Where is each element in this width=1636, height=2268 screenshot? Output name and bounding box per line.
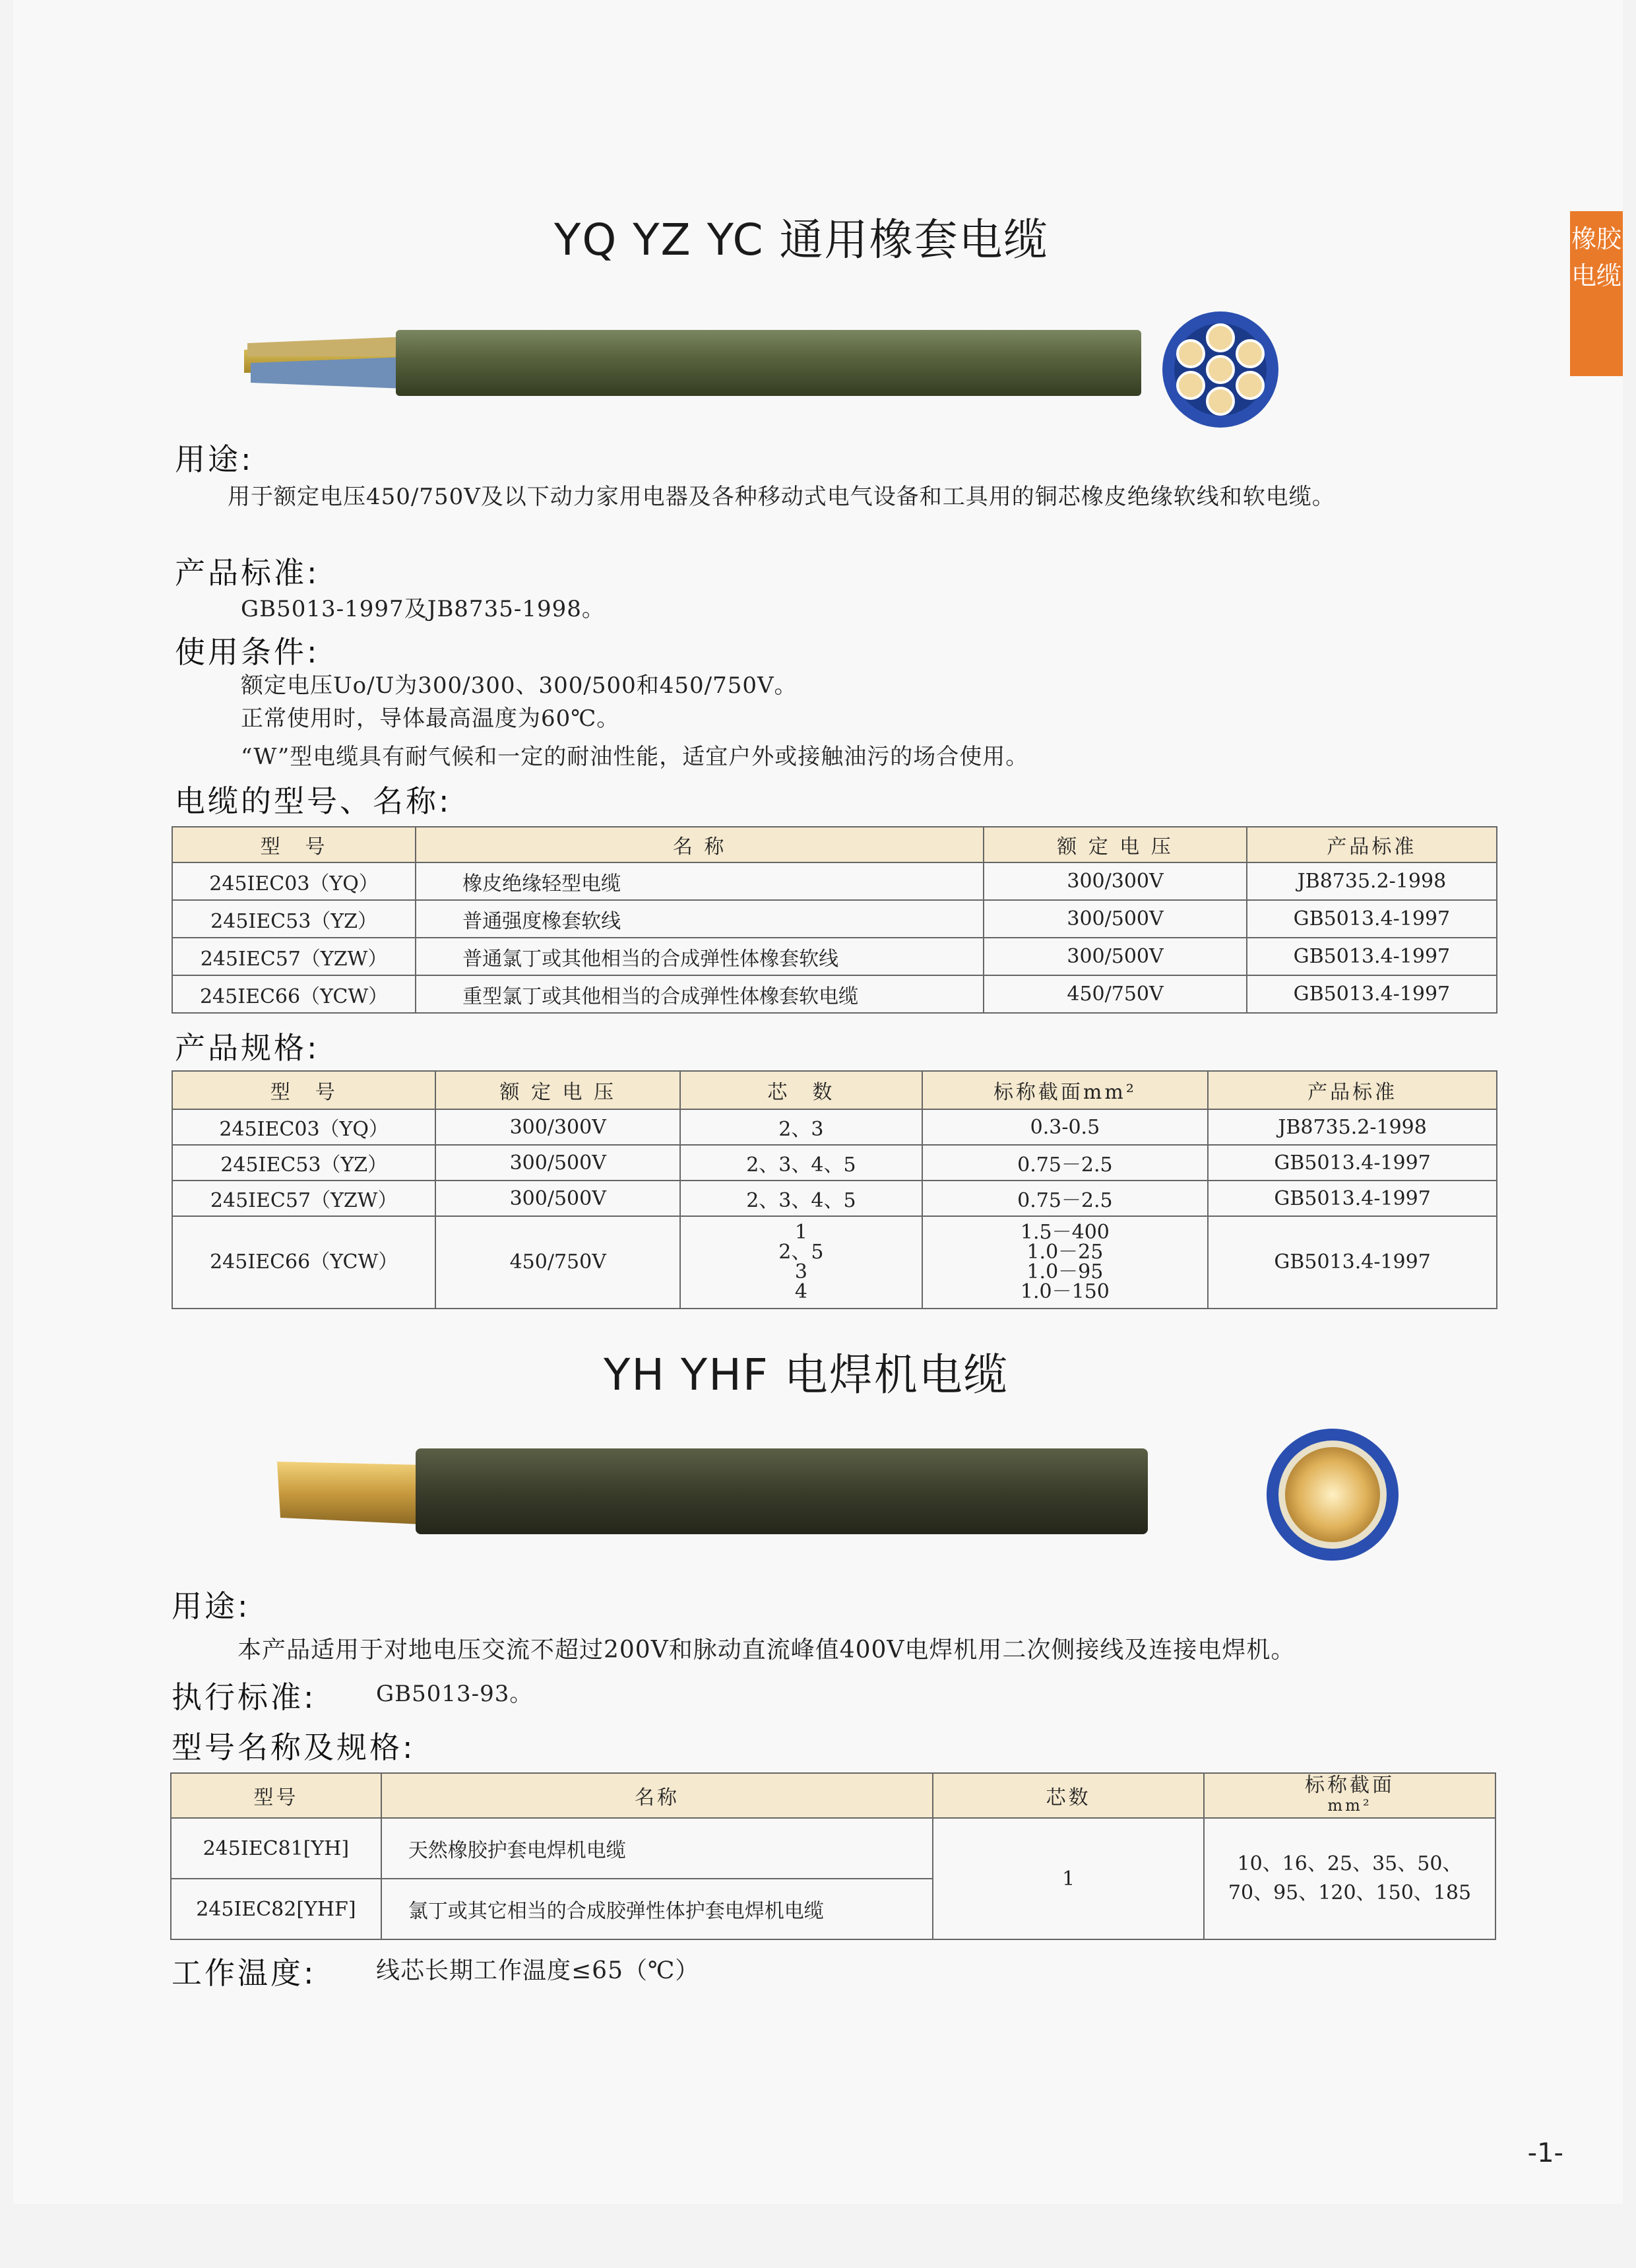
condition-item: 正常使用时，导体最高温度为60℃。: [241, 705, 620, 732]
cell-model: 245IEC53（YZ）: [172, 900, 416, 938]
col-header: 产品标准: [1208, 1071, 1497, 1109]
cores-line: 2、5: [778, 1241, 824, 1264]
spec-table: [172, 1070, 1497, 1309]
col-header: 型 号: [172, 827, 416, 862]
models-heading-2: 型号名称及规格:: [172, 1730, 416, 1765]
product1-title: YQ YZ YC 通用橡套电缆: [554, 214, 1049, 265]
standard-text: GB5013-1997及JB8735-1998。: [241, 596, 605, 622]
product2-title: YH YHF 电焊机电缆: [604, 1349, 1009, 1400]
cell-section: [1204, 1818, 1495, 1939]
cell-model: 245IEC82[YHF]: [171, 1879, 381, 1939]
standard-heading-2: 执行标准:: [172, 1679, 317, 1715]
cell-voltage: 450/750V: [435, 1216, 680, 1309]
table-row: [171, 1818, 1495, 1879]
section-line: 1.0－95: [1026, 1260, 1104, 1283]
col-header: 名 称: [416, 827, 984, 862]
spec-heading: 产品规格:: [175, 1030, 320, 1066]
usage-heading: 用途:: [175, 441, 254, 477]
catalog-page: [13, 0, 1623, 2204]
cell-voltage: 300/300V: [435, 1109, 680, 1145]
temp-heading: 工作温度:: [172, 1955, 317, 1991]
cell-voltage: 450/750V: [984, 975, 1247, 1013]
cell-section: [922, 1216, 1209, 1309]
cell-cores: [680, 1216, 922, 1309]
table-row: [172, 900, 1497, 938]
usage-text-2: 本产品适用于对地电压交流不超过200V和脉动直流峰值400V电焊机用二次侧接线及连接电焊机。: [237, 1636, 1296, 1664]
welding-cable-image: [264, 1425, 1412, 1564]
col-header: 额 定 电 压: [984, 827, 1247, 862]
section-tab: 橡胶电缆: [1570, 211, 1623, 376]
col-header: 型号: [171, 1773, 381, 1818]
table-row: [172, 1145, 1497, 1181]
rubber-cable-image: [231, 310, 1286, 429]
cores-line: 3: [794, 1260, 807, 1283]
table-row: [172, 975, 1497, 1013]
cell-standard: GB5013.4-1997: [1208, 1181, 1497, 1216]
cell-name: 重型氯丁或其他相当的合成弹性体橡套软电缆: [416, 975, 984, 1013]
cell-voltage: 300/300V: [984, 862, 1247, 900]
welding-cross-section-icon: [1267, 1429, 1399, 1561]
cell-model: 245IEC57（YZW）: [172, 1181, 435, 1216]
col-header: [1204, 1773, 1495, 1818]
cell-model: 245IEC03（YQ）: [172, 862, 416, 900]
cell-cores: 2、3、4、5: [680, 1181, 922, 1216]
cable-cross-section-icon: [1162, 311, 1278, 428]
cell-standard: JB8735.2-1998: [1208, 1109, 1497, 1145]
cell-section: 0.3-0.5: [922, 1109, 1209, 1145]
cell-standard: GB5013.4-1997: [1208, 1145, 1497, 1181]
cell-standard: GB5013.4-1997: [1247, 900, 1497, 938]
conditions-heading: 使用条件:: [175, 634, 320, 670]
welding-table: [170, 1772, 1496, 1940]
section-line: 1.5－400: [1020, 1221, 1110, 1244]
cell-name: 天然橡胶护套电焊机电缆: [381, 1818, 933, 1879]
cores-line: 4: [794, 1280, 807, 1303]
section-line: 10、16、25、35、50、: [1237, 1852, 1463, 1875]
usage-heading-2: 用途:: [172, 1588, 251, 1624]
cell-name: 氯丁或其它相当的合成胶弹性体护套电焊机电缆: [381, 1879, 933, 1939]
cell-name: 普通强度橡套软线: [416, 900, 984, 938]
cell-standard: GB5013.4-1997: [1247, 938, 1497, 975]
cell-model: 245IEC81[YH]: [171, 1818, 381, 1879]
col-header: 芯数: [933, 1773, 1204, 1818]
standard-text-2: GB5013-93。: [376, 1681, 533, 1707]
col-header: 额 定 电 压: [435, 1071, 680, 1109]
page-number: -1-: [1527, 2138, 1563, 2168]
header-line: mm²: [1327, 1796, 1372, 1815]
cell-model: 245IEC57（YZW）: [172, 938, 416, 975]
cell-voltage: 300/500V: [984, 900, 1247, 938]
table-row: [172, 862, 1497, 900]
section-line: 1.0－25: [1026, 1241, 1104, 1264]
temp-text: 线芯长期工作温度≤65（℃）: [376, 1957, 700, 1984]
cell-voltage: 300/500V: [435, 1145, 680, 1181]
cell-voltage: 300/500V: [984, 938, 1247, 975]
col-header: 产品标准: [1247, 827, 1497, 862]
cell-cores: 2、3: [680, 1109, 922, 1145]
col-header: 标称截面mm²: [922, 1071, 1209, 1109]
cores-line: 1: [794, 1221, 807, 1244]
cell-model: 245IEC66（YCW）: [172, 1216, 435, 1309]
cell-cores: 1: [933, 1818, 1204, 1939]
section-line: 1.0－150: [1020, 1280, 1110, 1303]
table-row: [172, 938, 1497, 975]
cell-name: 普通氯丁或其他相当的合成弹性体橡套软线: [416, 938, 984, 975]
models-table: [172, 826, 1497, 1014]
table-row: [172, 1109, 1497, 1145]
cell-standard: JB8735.2-1998: [1247, 862, 1497, 900]
cell-name: 橡皮绝缘轻型电缆: [416, 862, 984, 900]
col-header: 芯 数: [680, 1071, 922, 1109]
cell-model: 245IEC53（YZ）: [172, 1145, 435, 1181]
cell-model: 245IEC03（YQ）: [172, 1109, 435, 1145]
cell-model: 245IEC66（YCW）: [172, 975, 416, 1013]
table-row: [172, 1216, 1497, 1309]
cell-section: 0.75－2.5: [922, 1145, 1209, 1181]
standard-heading: 产品标准:: [175, 555, 320, 591]
cell-section: 0.75－2.5: [922, 1181, 1209, 1216]
cell-cores: 2、3、4、5: [680, 1145, 922, 1181]
header-line: 标称截面: [1304, 1774, 1395, 1797]
col-header: 型 号: [172, 1071, 435, 1109]
models-heading: 电缆的型号、名称:: [175, 783, 452, 819]
usage-text: 用于额定电压450/750V及以下动力家用电器及各种移动式电气设备和工具用的铜芯橡皮绝缘软线和软电缆。: [228, 484, 1335, 510]
cell-voltage: 300/500V: [435, 1181, 680, 1216]
section-line: 70、95、120、150、185: [1228, 1881, 1472, 1904]
cell-standard: GB5013.4-1997: [1247, 975, 1497, 1013]
condition-item: 额定电压Uo/U为300/300、300/500和450/750V。: [241, 672, 798, 699]
cell-standard: GB5013.4-1997: [1208, 1216, 1497, 1309]
col-header: 名称: [381, 1773, 933, 1818]
table-row: [172, 1181, 1497, 1216]
condition-item: “W”型电缆具有耐气候和一定的耐油性能，适宜户外或接触油污的场合使用。: [241, 744, 1029, 770]
